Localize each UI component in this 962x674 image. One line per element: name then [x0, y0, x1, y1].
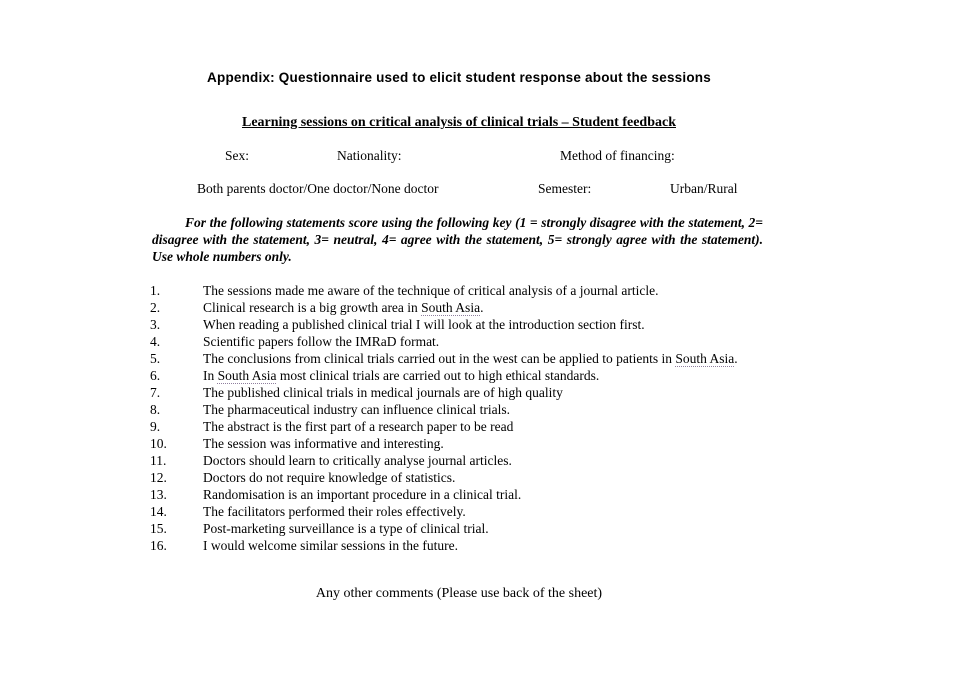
- page-title: Appendix: Questionnaire used to elicit student response about the sessions: [207, 70, 711, 85]
- question-text: The pharmaceutical industry can influence clinical trials.: [203, 402, 510, 417]
- question-number: 1.: [150, 283, 161, 298]
- questionnaire-heading: Learning sessions on critical analysis of clinical trials – Student feedback: [241, 115, 676, 130]
- question-number: 15.: [150, 521, 167, 536]
- scoring-instructions: For the following statements score using the following key (1 = strongly disagree with the statement, 2= disagree with the statement, 3= neutral, 4= agree with the statement, 5= strongly agree with the statement). Use whole numbers only.: [152, 215, 763, 264]
- question-list: [152, 282, 766, 554]
- question-number: 11.: [150, 453, 167, 468]
- question-item: [152, 316, 766, 333]
- other-comments-label: Any other comments (Please use back of the sheet): [315, 586, 603, 601]
- question-text: Post-marketing surveillance is a type of clinical trial.: [203, 521, 489, 536]
- question-item: [152, 520, 766, 537]
- question-number: 7.: [150, 385, 161, 400]
- question-text: The conclusions from clinical trials carried out in the west can be applied to patients in South Asia.: [203, 351, 738, 366]
- sex-label: Sex:: [225, 148, 250, 163]
- semester-label: Semester:: [538, 181, 592, 196]
- question-number: 5.: [150, 351, 161, 366]
- spellcheck-underlined-text: South Asia: [421, 300, 481, 315]
- question-item: [152, 469, 766, 486]
- question-item: [152, 435, 766, 452]
- question-number: 14.: [150, 504, 167, 519]
- question-item: [152, 350, 766, 367]
- question-number: 2.: [150, 300, 161, 315]
- question-text: The abstract is the first part of a research paper to be read: [203, 419, 514, 434]
- question-number: 16.: [150, 538, 167, 553]
- question-number: 6.: [150, 368, 161, 383]
- question-number: 9.: [150, 419, 161, 434]
- question-text: In South Asia most clinical trials are carried out to high ethical standards.: [203, 368, 600, 383]
- question-item: [152, 282, 766, 299]
- question-text: Doctors should learn to critically analyse journal articles.: [203, 453, 512, 468]
- question-item: [152, 299, 766, 316]
- question-text: The session was informative and interesting.: [203, 436, 444, 451]
- question-text: Doctors do not require knowledge of statistics.: [203, 470, 456, 485]
- question-number: 12.: [150, 470, 167, 485]
- question-item: [152, 537, 766, 554]
- financing-label: Method of financing:: [560, 148, 675, 163]
- question-item: [152, 367, 766, 384]
- question-item: [152, 401, 766, 418]
- question-item: [152, 486, 766, 503]
- question-item: [152, 384, 766, 401]
- question-number: 3.: [150, 317, 161, 332]
- spellcheck-underlined-text: South Asia: [675, 351, 735, 366]
- question-number: 8.: [150, 402, 161, 417]
- question-text: When reading a published clinical trial I will look at the introduction section first.: [203, 317, 645, 332]
- question-number: 10.: [150, 436, 167, 451]
- question-item: [152, 452, 766, 469]
- question-text: The facilitators performed their roles effectively.: [203, 504, 466, 519]
- question-text: Scientific papers follow the IMRaD format.: [203, 334, 440, 349]
- demographics-row-2: [152, 181, 766, 198]
- question-number: 4.: [150, 334, 161, 349]
- spellcheck-underlined-text: South Asia: [217, 368, 277, 383]
- question-item: [152, 503, 766, 520]
- question-number: 13.: [150, 487, 167, 502]
- document-content: [152, 0, 766, 674]
- question-text: I would welcome similar sessions in the future.: [203, 538, 458, 553]
- question-item: [152, 333, 766, 350]
- question-item: [152, 418, 766, 435]
- demographics-row-1: [152, 148, 766, 165]
- urban-rural-label: Urban/Rural: [670, 181, 738, 196]
- nationality-label: Nationality:: [337, 148, 402, 163]
- question-text: The published clinical trials in medical journals are of high quality: [203, 385, 563, 400]
- question-text: Randomisation is an important procedure in a clinical trial.: [203, 487, 522, 502]
- question-text: The sessions made me aware of the technique of critical analysis of a journal article.: [203, 283, 659, 298]
- parents-doctor-label: Both parents doctor/One doctor/None doctor: [197, 181, 439, 196]
- question-text: Clinical research is a big growth area in South Asia.: [203, 300, 484, 315]
